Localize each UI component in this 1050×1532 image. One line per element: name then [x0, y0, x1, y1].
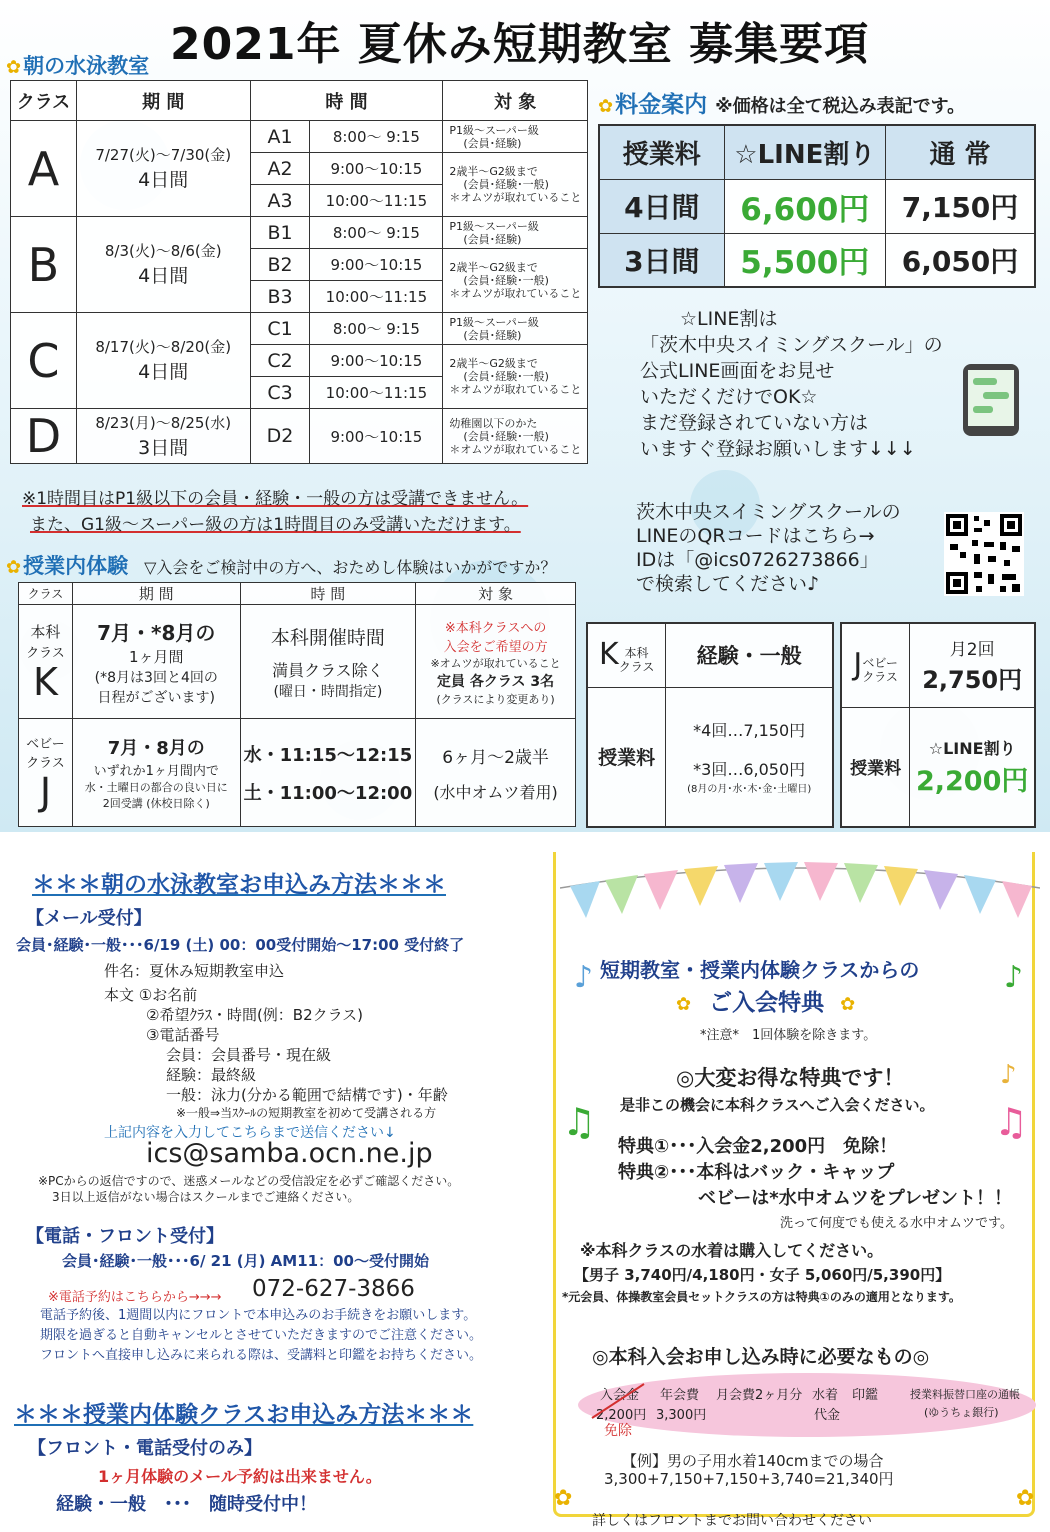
sunflower-icon: ✿ [6, 57, 22, 78]
k-fee-prices: *4回…7,150円 *3回…6,050円 (8月の月･水･木･金･土曜日) [666, 687, 833, 827]
req-item: 印鑑 [852, 1388, 879, 1403]
fee-row-label: 4日間 [599, 179, 724, 233]
trial-header-class: クラス [19, 583, 73, 605]
morning-note-2: また、G1級〜スーパー級の方は1時間目のみ受講いただけます。 [30, 515, 521, 535]
example-line-1: 【例】男の子用水着140cmまでの場合 [622, 1452, 884, 1470]
class-letter: B [11, 217, 77, 313]
j-fee-table [840, 622, 1036, 828]
trial-j-time: 水・11:15〜12:15 土・11:00〜12:00 [240, 719, 415, 827]
fee-header-tuition: 授業料 [599, 125, 724, 179]
trial-header-target: 対 象 [416, 583, 576, 605]
swimsuit-note-2: 【男子 3,740円/4,180円・女子 5,060円/5,390円】 [574, 1266, 951, 1284]
benefit-item-1: 特典①･･･入会金2,200円 免除！ [618, 1136, 898, 1157]
music-note-icon: ♫ [562, 1100, 597, 1144]
class-period: 7/27(火)〜7/30(金) 4日間 [76, 121, 250, 217]
swimsuit-note-3: *元会員、体操教室会員セットクラスの方は特典①のみの適用となります。 [562, 1290, 961, 1304]
strike-line [590, 1380, 646, 1420]
k-fee-label: 授業料 [587, 687, 666, 827]
benefit-sub: 是非この機会に本科クラスへご入会ください。 [620, 1096, 935, 1114]
morning-note-1: ※1時間目はP1級以下の会員・経験・一般の方は受講できません。 [22, 489, 529, 509]
requirements-heading: ◎本科入会お申し込み時に必要なもの◎ [592, 1346, 930, 1368]
slot-code: D2 [250, 409, 310, 464]
fee-normal-price: 6,050円 [886, 233, 1035, 287]
slot-time: 8:00〜 9:15 [310, 121, 443, 153]
trial-apply-heading: ＊＊＊授業内体験クラスお申込み方法＊＊＊ [14, 1402, 474, 1428]
benefit-heading-1: 短期教室・授業内体験クラスからの [600, 958, 920, 982]
class-letter: A [11, 121, 77, 217]
slot-code: C3 [250, 377, 310, 409]
swimsuit-note-1: ※本科クラスの水着は購入してください。 [580, 1241, 884, 1260]
trial-j-target: 6ヶ月〜2歳半 (水中オムツ着用) [416, 719, 576, 827]
req-item: 月会費2ヶ月分 [716, 1388, 803, 1403]
benefit-item-3: ベビーは*水中オムツをプレゼント！！ [698, 1188, 1012, 1209]
fee-normal-price: 7,150円 [886, 179, 1035, 233]
class-period: 8/3(火)〜8/6(金) 4日間 [76, 217, 250, 313]
example-line-2: 3,300+7,150+7,150+3,740=21,340円 [604, 1470, 894, 1488]
mail-subject: 件名：夏休み短期教室申込 [104, 962, 285, 980]
req-exempt: 免除 [604, 1423, 632, 1439]
trial-header-time: 時 間 [240, 583, 415, 605]
qr-code-icon[interactable] [944, 512, 1024, 596]
sunflower-icon: ✿ [554, 1486, 573, 1511]
slot-code: A2 [250, 153, 310, 185]
mail-heading: 【メール受付】 [26, 908, 152, 929]
mail-body-line: 経験：最終級 [166, 1066, 257, 1084]
slot-code: C1 [250, 313, 310, 345]
fee-header-line: ☆LINE割り [724, 125, 885, 179]
trial-j-class: ベビー クラス J [19, 719, 73, 827]
send-note: 上記内容を入力してこちらまで送信ください↓ [104, 1125, 396, 1141]
tel-number[interactable]: 072-627-3866 [252, 1276, 415, 1302]
class-letter: D [11, 409, 77, 464]
req-item: 年会費 [660, 1388, 700, 1403]
trial-subtitle: ▽入会をご検討中の方へ、おためし体験はいかがですか？ [144, 558, 557, 577]
mail-body-line: ③電話番号 [146, 1026, 220, 1044]
trial-table [18, 582, 576, 827]
fees-header [598, 86, 965, 119]
req-value: 3,300円 [656, 1408, 707, 1423]
slot-target: P1級〜スーパー級 (会員･経験) [443, 121, 588, 153]
j-fee-class: Jベビー クラス [841, 623, 910, 707]
fee-header-normal: 通 常 [886, 125, 1035, 179]
tel-note: フロントへ直接申し込みに来られる際は、受講料と印鑑をお持ちください。 [40, 1348, 483, 1363]
benefit-item-2: 特典②･･･本科はバック・キャップ [618, 1162, 895, 1183]
trial-header [6, 550, 556, 580]
slot-code: B1 [250, 217, 310, 249]
sunflower-icon: ✿ [840, 994, 856, 1015]
page-title: 2021年 夏休み短期教室 募集要項 [170, 19, 870, 70]
slot-time: 10:00〜11:15 [310, 185, 443, 217]
mail-body-line: 本文 ①お名前 [104, 986, 198, 1004]
mail-time: 会員･経験･一般･･･6/19 (土) 00：00受付開始〜17:00 受付終了 [16, 936, 465, 954]
class-period: 8/17(火)〜8/20(金) 4日間 [76, 313, 250, 409]
trial-j-period: 7月・8月の いずれか1ヶ月間内で 水・土曜日の都合の良い日に 2回受講 (休校日除く) [72, 719, 240, 827]
email-note-2: 3日以上返信がない場合はスクールまでご連絡ください。 [52, 1190, 360, 1204]
email-note-1: ※PCからの返信ですので、迷惑メールなどの受信設定を必ずご確認ください。 [38, 1174, 460, 1188]
mail-body-line: ②希望ｸﾗｽ・時間(例：B2クラス) [146, 1006, 364, 1024]
music-note-icon: ♪ [574, 960, 594, 995]
tel-lead: ※電話予約はこちらから→→→ [48, 1290, 222, 1305]
j-fee-line: ☆LINE割り 2,200円 [910, 707, 1035, 827]
trial-k-period: 7月・*8月の 1ヶ月間 (*8月は3回と4回の 日程がございます) [72, 605, 240, 719]
header-class: クラス [11, 81, 77, 121]
sunflower-icon: ✿ [598, 96, 614, 117]
slot-target: 2歳半〜G2級まで (会員･経験･一般) ＊オムツが取れていること [443, 153, 588, 217]
class-period: 8/23(月)〜8/25(水) 3日間 [76, 409, 250, 464]
mail-body-note: ※一般⇒当ｽｸｰﾙの短期教室を初めて受講される方 [176, 1106, 437, 1120]
header-target: 対 象 [443, 81, 588, 121]
slot-time: 8:00〜 9:15 [310, 313, 443, 345]
fee-line-price: 6,600円 [724, 179, 885, 233]
slot-target: P1級〜スーパー級 (会員･経験) [443, 313, 588, 345]
morning-schedule-table [10, 80, 588, 464]
qr-info: 茨木中央スイミングスクールの LINEのQRコードはこちら→ IDは「@ics0726273866」 で検索してください♪ [636, 501, 901, 595]
slot-target: 2歳半〜G2級まで (会員･経験･一般) ＊オムツが取れていること [443, 249, 588, 313]
tel-note: 電話予約後、1週間以内にフロントで本申込みのお手続きをお願いします。 [40, 1308, 477, 1323]
req-item: 水着 [812, 1388, 839, 1403]
header-period: 期 間 [76, 81, 250, 121]
slot-code: C2 [250, 345, 310, 377]
mail-body-line: 会員：会員番号・現在級 [166, 1046, 332, 1064]
trial-apply-head: 【フロント・電話受付のみ】 [28, 1438, 262, 1459]
header-time: 時 間 [250, 81, 443, 121]
morning-section-label [6, 50, 149, 80]
benefit-heading-2-row [676, 984, 857, 1017]
mail-body-line: 一般：泳力(分かる範囲で結構です)・年齢 [166, 1086, 448, 1104]
fees-label: 料金案内 [615, 92, 708, 118]
music-note-icon: ♫ [994, 1100, 1029, 1144]
slot-time: 9:00〜10:15 [310, 345, 443, 377]
trial-k-class: 本科 クラス K [19, 605, 73, 719]
trial-apply-note: 1ヶ月体験のメール予約は出来ません。 [98, 1467, 382, 1486]
sunflower-icon: ✿ [6, 557, 22, 578]
trial-label: 授業内体験 [23, 554, 129, 578]
tel-heading: 【電話・フロント受付】 [26, 1226, 224, 1247]
music-note-icon: ♪ [1004, 960, 1024, 995]
sunflower-icon: ✿ [676, 994, 692, 1015]
trial-k-time: 本科開催時間 満員クラス除く (曜日・時間指定) [240, 605, 415, 719]
j-fee-monthly: 月2回 2,750円 [910, 623, 1035, 707]
slot-time: 9:00〜10:15 [310, 249, 443, 281]
req-value: (ゆうちょ銀行) [924, 1406, 999, 1419]
req-item: 授業料振替口座の通帳 [910, 1388, 1020, 1401]
slot-target: 2歳半〜G2級まで (会員･経験･一般) ＊オムツが取れていること [443, 345, 588, 409]
bunting-decoration [560, 848, 1040, 938]
j-fee-label: 授業料 [841, 707, 910, 827]
tel-note: 期限を過ぎると自動キャンセルとさせていただきますのでご注意ください。 [40, 1328, 483, 1343]
benefit-footer: 詳しくはフロントまでお問い合わせください [592, 1513, 872, 1529]
benefit-heading-2: ご入会特典 [709, 990, 825, 1016]
slot-code: B2 [250, 249, 310, 281]
req-value: 2,200円 [596, 1408, 647, 1423]
k-fee-table [586, 622, 834, 828]
slot-time: 9:00〜10:15 [310, 153, 443, 185]
slot-target: P1級〜スーパー級 (会員･経験) [443, 217, 588, 249]
smartphone-icon [963, 364, 1019, 436]
req-value: 代金 [814, 1408, 841, 1423]
slot-time: 10:00〜11:15 [310, 377, 443, 409]
line-discount-info: ☆LINE割は 「茨木中央スイミングスクール」の 公式LINE画面をお見せ いただくだけでOK☆ まだ登録されていない方は いますぐ登録お願いします↓↓↓ [640, 308, 943, 460]
slot-target: 幼稚園以下のかた (会員･経験･一般) ＊オムツが取れていること [443, 409, 588, 464]
music-note-icon: ♪ [1000, 1060, 1017, 1090]
slot-time: 8:00〜 9:15 [310, 217, 443, 249]
benefit-note: *注意* 1回体験を除きます。 [700, 1028, 877, 1043]
trial-apply-line: 経験・一般 ･･･ 随時受付中！ [56, 1494, 317, 1515]
slot-code: A1 [250, 121, 310, 153]
apply-heading: ＊＊＊朝の水泳教室お申込み方法＊＊＊ [32, 872, 446, 898]
email-address[interactable]: ics@samba.ocn.ne.jp [146, 1138, 433, 1169]
slot-code: B3 [250, 281, 310, 313]
req-item: 入会金 [600, 1388, 640, 1403]
fees-tax-note: ※価格は全て税込み表記です。 [715, 96, 966, 117]
class-letter: C [11, 313, 77, 409]
fee-line-price: 5,500円 [724, 233, 885, 287]
sunflower-icon: ✿ [1016, 1486, 1035, 1511]
slot-code: A3 [250, 185, 310, 217]
tel-time: 会員･経験･一般･･･6/ 21 (月) AM11：00〜受付開始 [62, 1252, 429, 1270]
trial-header-period: 期 間 [72, 583, 240, 605]
k-fee-class: K 本科 クラス [587, 623, 666, 687]
fee-row-label: 3日間 [599, 233, 724, 287]
k-fee-head: 経験・一般 [666, 623, 833, 687]
benefit-big: ◎大変お得な特典です！ [676, 1066, 905, 1090]
slot-time: 10:00〜11:15 [310, 281, 443, 313]
trial-k-target: ※本科クラスへの 入会をご希望の方 ※オムツが取れていること 定員 各クラス 3名 (クラスにより変更あり) [416, 605, 576, 719]
benefit-item-4: 洗って何度でも使える水中オムツです。 [780, 1216, 1013, 1231]
morning-label-text: 朝の水泳教室 [23, 54, 150, 78]
fee-table [598, 124, 1036, 288]
slot-time: 9:00〜10:15 [310, 409, 443, 464]
